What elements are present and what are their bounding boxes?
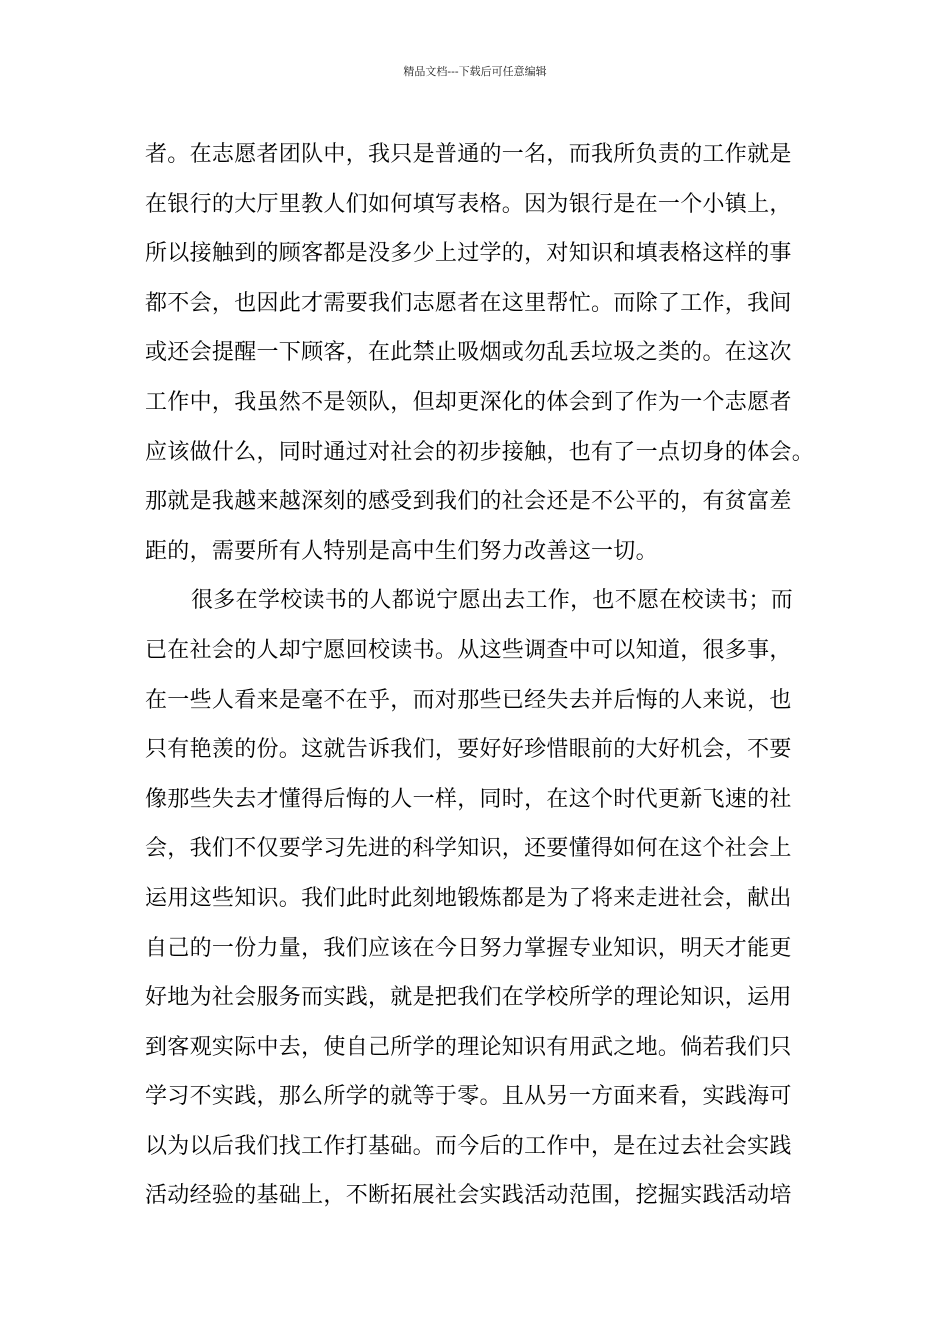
text-line: 好地为社会服务而实践，就是把我们在学校所学的理论知识，运用 bbox=[145, 985, 792, 1011]
text-line: 那就是我越来越深刻的感受到我们的社会还是不公平的，有贫富差 bbox=[145, 489, 792, 515]
text-line: 活动经验的基础上，不断拓展社会实践活动范围，挖掘实践活动培 bbox=[145, 1183, 792, 1209]
page-header: 精品文档---下载后可任意编辑 bbox=[403, 65, 547, 78]
text-line: 都不会，也因此才需要我们志愿者在这里帮忙。而除了工作，我间 bbox=[145, 290, 792, 316]
text-line: 以为以后我们找工作打基础。而今后的工作中，是在过去社会实践 bbox=[145, 1133, 792, 1159]
text-line: 在一些人看来是毫不在乎，而对那些已经失去并后悔的人来说，也 bbox=[145, 687, 792, 713]
text-line: 应该做什么，同时通过对社会的初步接触，也有了一点切身的体会。 bbox=[145, 439, 815, 465]
paragraph-1 bbox=[145, 130, 825, 576]
text-line: 到客观实际中去，使自己所学的理论知识有用武之地。倘若我们只 bbox=[145, 1034, 792, 1060]
text-line: 自己的一份力量，我们应该在今日努力掌握专业知识，明天才能更 bbox=[145, 935, 792, 961]
text-line: 所以接触到的顾客都是没多少上过学的，对知识和填表格这样的事 bbox=[145, 241, 792, 267]
document-body bbox=[145, 130, 825, 1221]
text-line: 工作中，我虽然不是领队，但却更深化的体会到了作为一个志愿者 bbox=[145, 389, 792, 415]
text-line: 在银行的大厅里教人们如何填写表格。因为银行是在一个小镇上， bbox=[145, 191, 792, 217]
text-line: 距的，需要所有人特别是高中生们努力改善这一切。 bbox=[145, 538, 658, 564]
text-line: 像那些失去才懂得后悔的人一样，同时，在这个时代更新飞速的社 bbox=[145, 786, 792, 812]
text-line: 者。在志愿者团队中，我只是普通的一名，而我所负责的工作就是 bbox=[145, 142, 792, 167]
text-line: 或还会提醒一下顾客，在此禁止吸烟或勿乱丢垃圾之类的。在这次 bbox=[145, 340, 792, 366]
text-line: 已在社会的人却宁愿回校读书。从这些调查中可以知道，很多事， bbox=[145, 637, 792, 663]
text-line: 只有艳羡的份。这就告诉我们，要好好珍惜眼前的大好机会，不要 bbox=[145, 737, 792, 763]
text-line: 运用这些知识。我们此时此刻地锻炼都是为了将来走进社会，献出 bbox=[145, 885, 792, 911]
text-line: 会，我们不仅要学习先进的科学知识，还要懂得如何在这个社会上 bbox=[145, 836, 792, 862]
paragraph-2 bbox=[145, 576, 825, 1221]
text-line: 学习不实践，那么所学的就等于零。且从另一方面来看，实践海可 bbox=[145, 1084, 792, 1110]
text-line-indented: 很多在学校读书的人都说宁愿出去工作，也不愿在校读书；而 bbox=[191, 588, 794, 614]
